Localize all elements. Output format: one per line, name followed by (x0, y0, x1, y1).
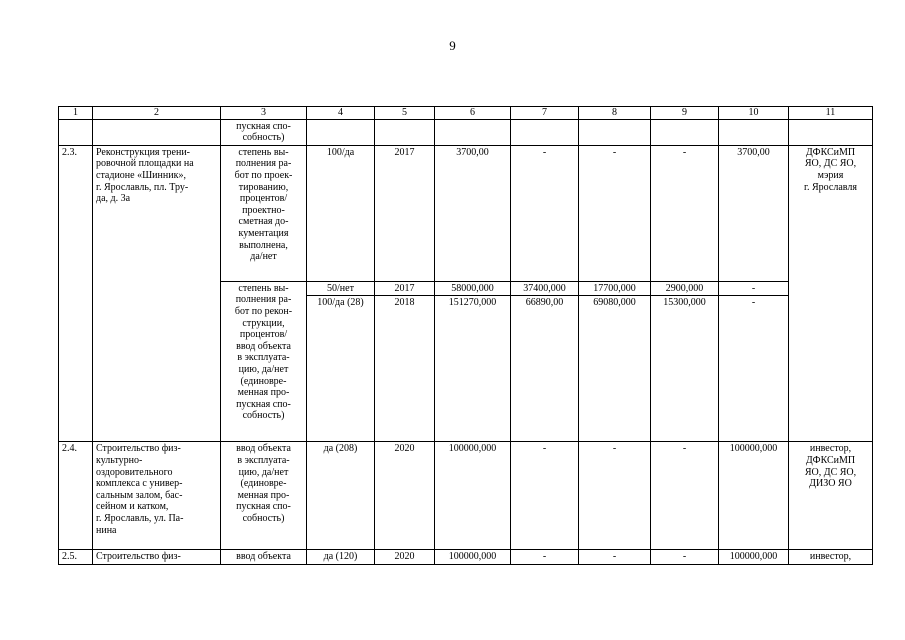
col-header: 9 (651, 107, 719, 120)
amount-cell: - (579, 145, 651, 281)
item-name: Строительство физ- (93, 550, 221, 565)
amount-cell: 17700,000 (579, 281, 651, 296)
amount-cell: - (511, 550, 579, 565)
amount-total: 151270,000 (435, 296, 511, 442)
table-row (59, 145, 873, 281)
item-number: 2.5. (59, 550, 93, 565)
indicator-cell: ввод объекта в эксплуата- цию, да/нет (единовре- менная про- пускная спо- собность) (221, 442, 307, 550)
executor-cell: инвестор, ДФКСиМП ЯО, ДС ЯО, ДИЗО ЯО (789, 442, 873, 550)
indicator-cell: степень вы- полнения ра- бот по проек- тированию, процентов/ проектно- сметная до- кументация выполнена, да/нет (221, 145, 307, 281)
amount-cell: - (511, 442, 579, 550)
header-row (59, 107, 873, 120)
col-header: 4 (307, 107, 375, 120)
amount-total: 58000,000 (435, 281, 511, 296)
indicator-cell: ввод объекта (221, 550, 307, 565)
col-header: 2 (93, 107, 221, 120)
item-name: Реконструкция трени- ровочной площадки на стадионе «Шинник», г. Ярославль, пл. Тру- да, д. 3а (93, 145, 221, 442)
table-row (59, 442, 873, 550)
executor-cell: инвестор, (789, 550, 873, 565)
amount-cell: - (579, 442, 651, 550)
col-header: 5 (375, 107, 435, 120)
amount-cell: 100000,000 (719, 550, 789, 565)
year-cell: 2020 (375, 442, 435, 550)
indicator-cell: пускная спо- собность) (221, 119, 307, 145)
col-header: 1 (59, 107, 93, 120)
page-number: 9 (449, 38, 456, 53)
amount-total: 3700,00 (435, 145, 511, 281)
amount-cell: 37400,000 (511, 281, 579, 296)
amount-cell: - (511, 145, 579, 281)
table-row (59, 550, 873, 565)
year-cell: 2020 (375, 550, 435, 565)
amount-cell: - (651, 145, 719, 281)
amount-cell: - (651, 550, 719, 565)
program-table (58, 106, 873, 565)
amount-total: 100000,000 (435, 442, 511, 550)
target-value: 100/да (307, 145, 375, 281)
amount-cell: 15300,000 (651, 296, 719, 442)
item-number: 2.3. (59, 145, 93, 442)
target-value: 50/нет (307, 281, 375, 296)
amount-cell: - (719, 281, 789, 296)
item-number: 2.4. (59, 442, 93, 550)
target-value: 100/да (28) (307, 296, 375, 442)
year-cell: 2017 (375, 145, 435, 281)
year-cell: 2017 (375, 281, 435, 296)
amount-cell: 66890,00 (511, 296, 579, 442)
year-cell: 2018 (375, 296, 435, 442)
item-name: Строительство физ- культурно- оздоровительного комплекса с универ- сальным залом, бас- сейном и катком, г. Ярославль, ул. Па- нина (93, 442, 221, 550)
amount-cell: - (579, 550, 651, 565)
table-row (59, 119, 873, 145)
col-header: 11 (789, 107, 873, 120)
amount-cell: - (719, 296, 789, 442)
executor-cell: ДФКСиМП ЯО, ДС ЯО, мэрия г. Ярославля (789, 145, 873, 442)
col-header: 10 (719, 107, 789, 120)
col-header: 7 (511, 107, 579, 120)
amount-cell: - (651, 442, 719, 550)
col-header: 6 (435, 107, 511, 120)
target-value: да (120) (307, 550, 375, 565)
indicator-cell: степень вы- полнения ра- бот по рекон- струкции, процентов/ ввод объекта в эксплуата- цию, да/нет (единовре- менная про- пускная спо- собность) (221, 281, 307, 442)
amount-cell: 100000,000 (719, 442, 789, 550)
col-header: 8 (579, 107, 651, 120)
amount-total: 100000,000 (435, 550, 511, 565)
amount-cell: 69080,000 (579, 296, 651, 442)
col-header: 3 (221, 107, 307, 120)
amount-cell: 3700,00 (719, 145, 789, 281)
amount-cell: 2900,000 (651, 281, 719, 296)
target-value: да (208) (307, 442, 375, 550)
